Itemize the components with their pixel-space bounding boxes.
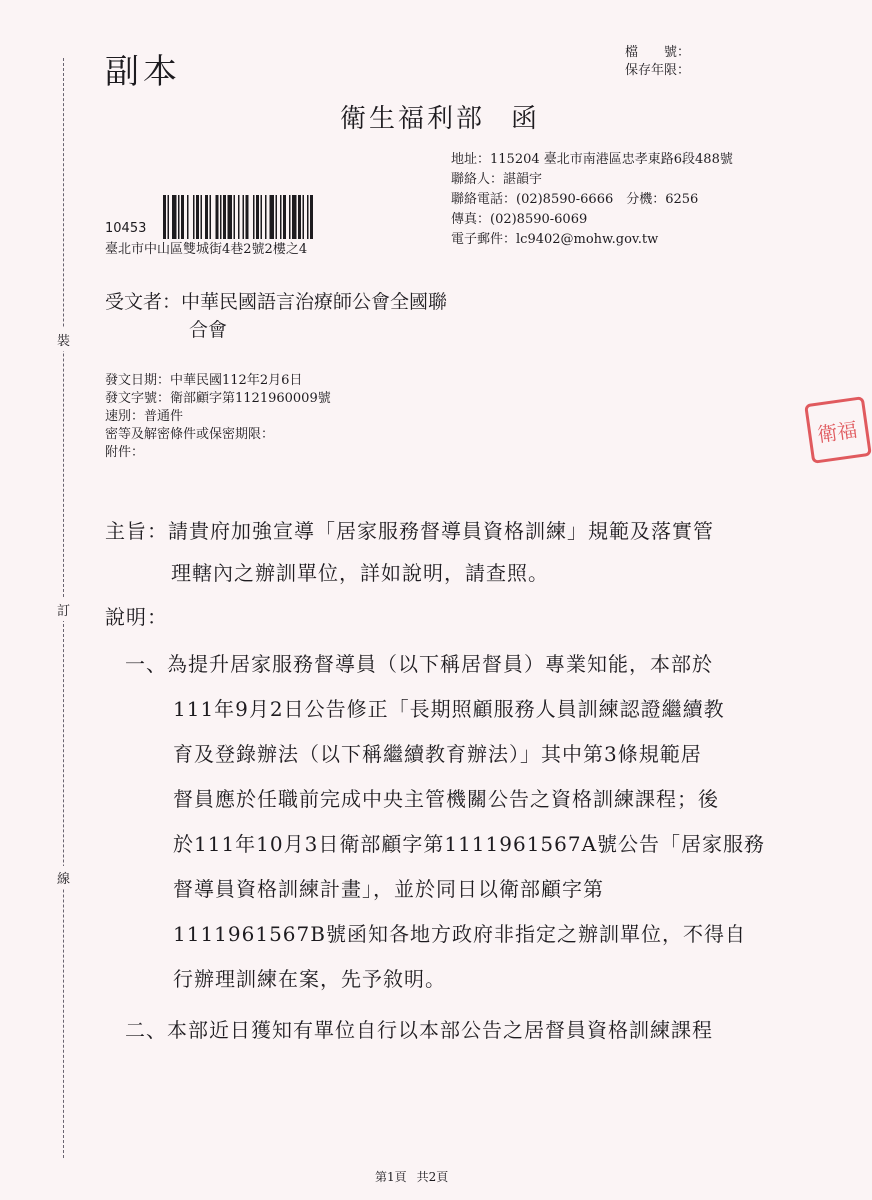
explanation-label: 說明：: [105, 605, 168, 629]
official-seal: 衛福: [804, 396, 872, 464]
retention-period-label: 保存年限：: [625, 63, 691, 78]
recipient-line: 受文者：中華民國語言治療師公會全國聯: [105, 291, 448, 313]
contact-email: 電子郵件：lc9402@mohw.gov.tw: [451, 232, 659, 247]
paragraph-line: 1111961567B號函知各地方政府非指定之辦訓單位，不得自: [173, 922, 746, 946]
recipient-postcode: 10453: [105, 221, 147, 236]
issue-number: 發文字號：衛部顧字第1121960009號: [105, 391, 331, 406]
paragraph-line: 行辦理訓練在案，先予敘明。: [173, 967, 446, 991]
subject-line: 主旨：請貴府加強宣導「居家服務督導員資格訓練」規範及落實管: [105, 519, 714, 543]
attachments: 附件：: [105, 445, 145, 460]
barcode: [163, 195, 363, 239]
document-title: [340, 98, 540, 135]
explanation-item-1: [125, 642, 765, 1002]
paragraph-line: 於111年10月3日衛部顧字第1111961567A號公告「居家服務: [173, 832, 766, 856]
explanation-item-2: [125, 1008, 713, 1053]
page-footer: [375, 1168, 448, 1185]
recipient-mail-address: 臺北市中山區雙城街4巷2號2樓之4: [105, 242, 308, 257]
paragraph-line: 育及登錄辦法（以下稱繼續教育辦法）」其中第3條規範居: [173, 742, 702, 766]
binding-mark-middle: 訂: [57, 598, 70, 621]
paragraph-line: 二、本部近日獲知有單位自行以本部公告之居督員資格訓練課程: [125, 1018, 713, 1042]
paragraph-line: 一、為提升居家服務督導員（以下稱居督員）專業知能，本部於: [125, 652, 713, 676]
recipient-block: [105, 288, 447, 344]
delivery-speed: 速別：普通件: [105, 409, 184, 424]
secrecy-level: 密等及解密條件或保密期限：: [105, 427, 275, 442]
archive-number-label: 檔 號：: [625, 45, 691, 60]
paragraph-line: 督導員資格訓練計畫」，並於同日以衛部顧字第: [173, 877, 604, 901]
issue-date: 發文日期：中華民國112年2月6日: [105, 373, 303, 388]
file-info: [625, 44, 690, 80]
subject-line: 理轄內之辦訓單位，詳如說明，請查照。: [171, 561, 549, 585]
paragraph-line: 督員應於任職前完成中央主管機關公告之資格訓練課程；後: [173, 787, 719, 811]
paragraph-line: 111年9月2日公告修正「長期照顧服務人員訓練認證繼續教: [173, 697, 725, 721]
binding-mark-top: 裝: [57, 328, 70, 351]
document-meta: [105, 372, 331, 462]
agency-name: 衛生福利部: [340, 104, 486, 134]
page-number: 第1頁: [375, 1170, 407, 1184]
contact-phone: 聯絡電話：(02)8590-6666 分機：6256: [451, 192, 699, 207]
sender-contact: [451, 150, 733, 250]
contact-fax: 傳真：(02)8590-6069: [451, 212, 588, 227]
page-total: 共2頁: [416, 1170, 449, 1184]
binding-mark-bottom: 線: [57, 866, 70, 889]
subject-block: [105, 510, 714, 594]
recipient-line: 合會: [189, 319, 228, 341]
copy-mark: 副本: [105, 52, 181, 92]
document-type: 函: [511, 104, 541, 134]
sender-address: 地址：115204 臺北市南港區忠孝東路6段488號: [451, 152, 733, 167]
contact-person: 聯絡人：諶韻宇: [451, 172, 543, 187]
